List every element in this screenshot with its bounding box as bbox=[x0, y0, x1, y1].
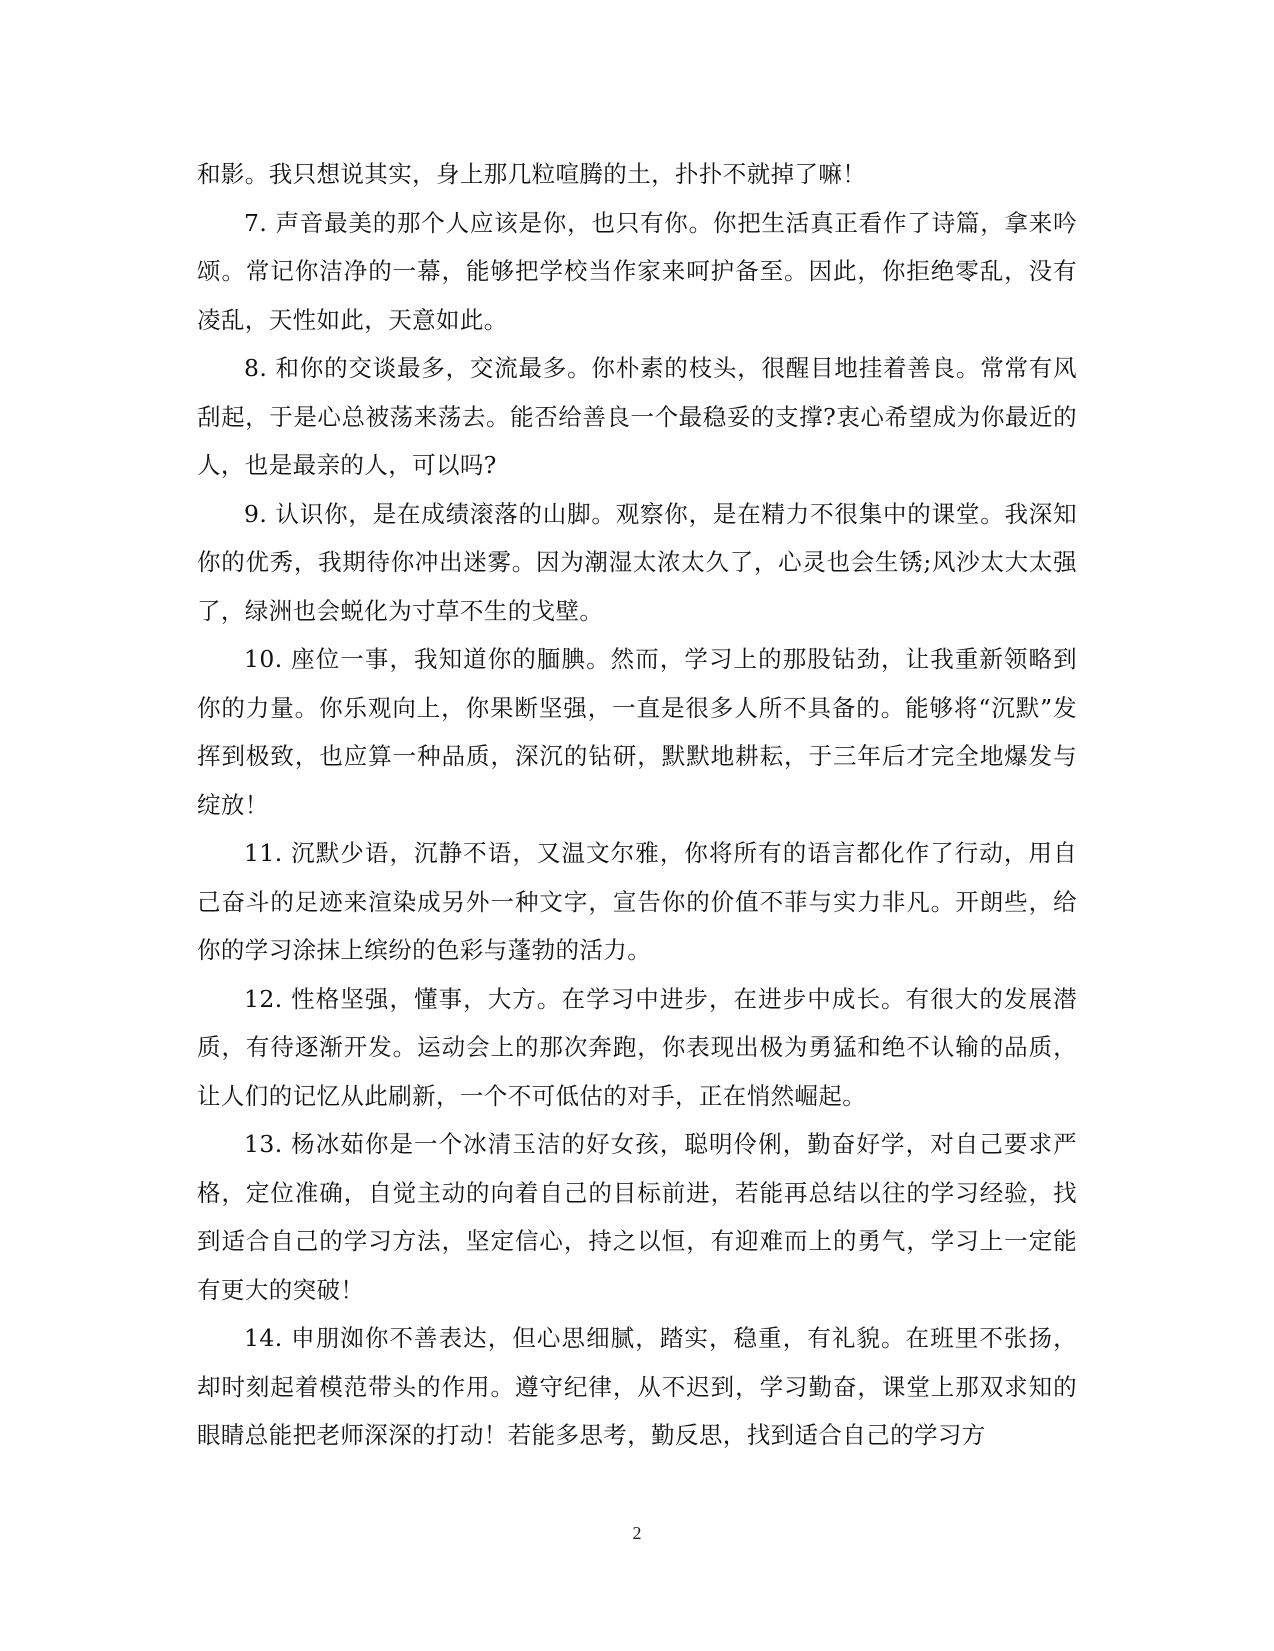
paragraph-item-14: 14. 申朋洳你不善表达，但心思细腻，踏实，稳重，有礼貌。在班里不张扬，却时刻起着模范带头的作用。遵守纪律，从不迟到，学习勤奋，课堂上那双求知的眼睛总能把老师深深的打动！若能多思考，勤反思，找到适合自己的学习方 bbox=[197, 1324, 1077, 1449]
paragraph-item-8: 8. 和你的交谈最多，交流最多。你朴素的枝头，很醒目地挂着善良。常常有风刮起，于是心总被荡来荡去。能否给善良一个最稳妥的支撑?衷心希望成为你最近的人，也是最亲的人，可以吗? bbox=[197, 354, 1077, 479]
paragraph-item-13: 13. 杨冰茹你是一个冰清玉洁的好女孩，聪明伶俐，勤奋好学，对自己要求严格，定位准确，自觉主动的向着自己的目标前进，若能再总结以往的学习经验，找到适合自己的学习方法，坚定信心，持之以恒，有迎难而上的勇气，学习上一定能有更大的突破！ bbox=[197, 1130, 1077, 1304]
paragraph-item-11: 11. 沉默少语，沉静不语，又温文尔雅，你将所有的语言都化作了行动，用自己奋斗的足迹来渲染成另外一种文字，宣告你的价值不菲与实力非凡。开朗些，给你的学习涂抹上缤纷的色彩与蓬勃的活力。 bbox=[197, 839, 1077, 964]
paragraph-item-10: 10. 座位一事，我知道你的腼腆。然而，学习上的那股钻劲，让我重新领略到你的力量。你乐观向上，你果断坚强，一直是很多人所不具备的。能够将“沉默”发挥到极致，也应算一种品质，深沉的钻研，默默地耕耘，于三年后才完全地爆发与绽放！ bbox=[197, 645, 1077, 819]
paragraph-item-7: 7. 声音最美的那个人应该是你，也只有你。你把生活真正看作了诗篇，拿来吟颂。常记你洁净的一幕，能够把学校当作家来呵护备至。因此，你拒绝零乱，没有凌乱，天性如此，天意如此。 bbox=[197, 208, 1077, 334]
document-body bbox=[197, 150, 1077, 1460]
paragraph-item-12: 12. 性格坚强，懂事，大方。在学习中进步，在进步中成长。有很大的发展潜质，有待逐渐开发。运动会上的那次奔跑，你表现出极为勇猛和绝不认输的品质，让人们的记忆从此刷新，一个不可低估的对手，正在悄然崛起。 bbox=[197, 984, 1077, 1110]
paragraph-item-9: 9. 认识你，是在成绩滚落的山脚。观察你，是在精力不很集中的课堂。我深知你的优秀，我期待你冲出迷雾。因为潮湿太浓太久了，心灵也会生锈;风沙太大太强了，绿洲也会蜕化为寸草不生的戈壁。 bbox=[197, 499, 1077, 625]
page-number: 2 bbox=[632, 1523, 642, 1543]
paragraph-continuation: 和影。我只想说其实，身上那几粒喧腾的土，扑扑不就掉了嘛！ bbox=[197, 160, 867, 188]
